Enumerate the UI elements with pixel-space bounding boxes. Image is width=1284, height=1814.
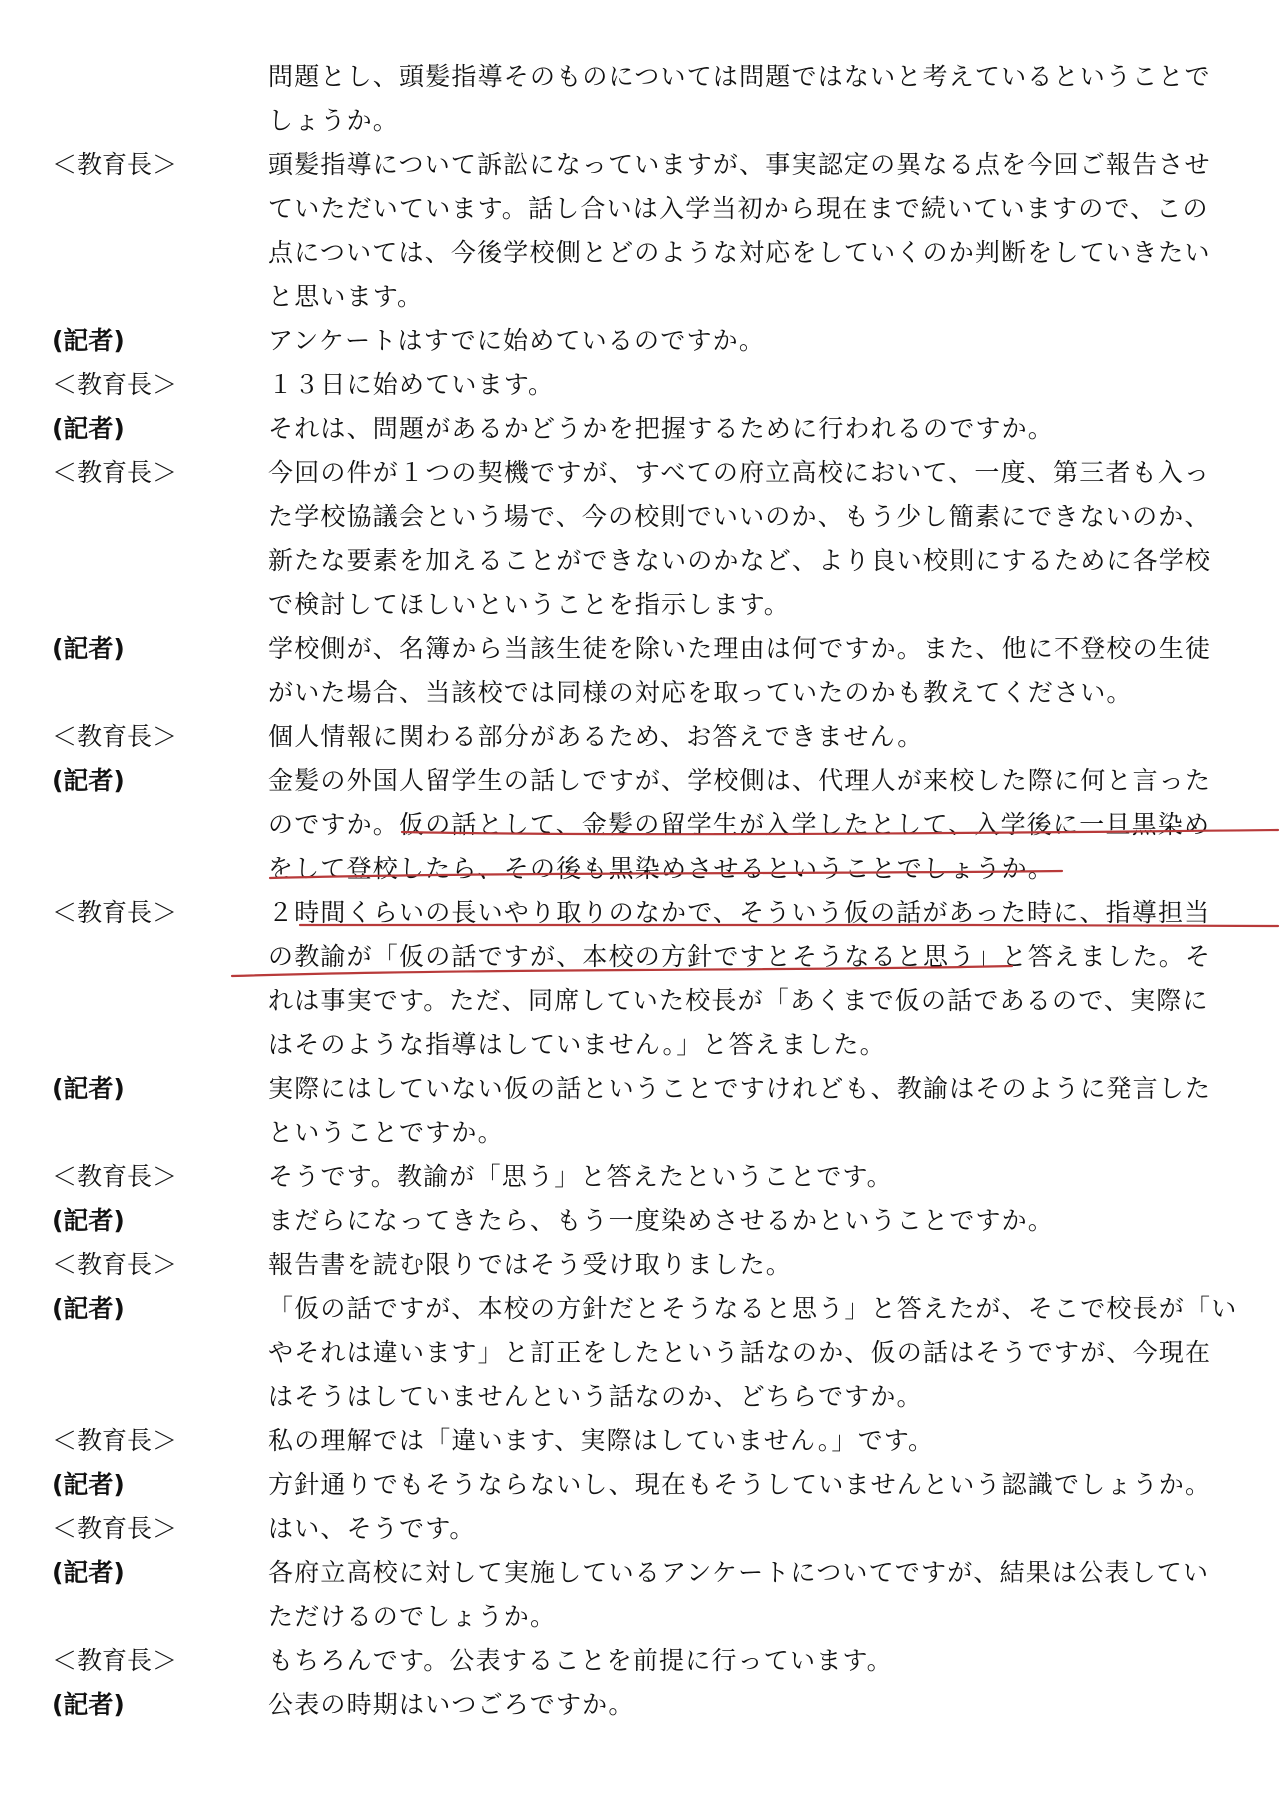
speaker-label: ＜教育長＞ xyxy=(52,1646,178,1675)
speaker-label: (記者) xyxy=(52,1470,125,1499)
statement-text xyxy=(268,1463,1258,1507)
text-line: 方針通りでもそうならないし、現在もそうしていませんという認識でしょうか。 xyxy=(268,1470,1212,1499)
statement-text xyxy=(268,1199,1258,1243)
text-line: 点については、今後学校側とどのような対応をしていくのか判断をしていきたい xyxy=(268,238,1211,267)
statement-text xyxy=(268,891,1258,1067)
statement-text xyxy=(268,407,1258,451)
speaker-label: (記者) xyxy=(52,1294,125,1323)
statement-text xyxy=(268,1419,1258,1463)
statement-text xyxy=(268,1507,1258,1551)
speaker-label: ＜教育長＞ xyxy=(52,370,178,399)
text-line: 各府立高校に対して実施しているアンケートについてですが、結果は公表してい xyxy=(268,1558,1210,1587)
text-line: それは、問題があるかどうかを把握するために行われるのですか。 xyxy=(268,414,1055,443)
text-line: 報告書を読む限りではそう受け取りました。 xyxy=(268,1250,793,1279)
speaker-label: ＜教育長＞ xyxy=(52,1250,178,1279)
speaker-label: (記者) xyxy=(52,1558,125,1587)
text-line: れは事実です。ただ、同席していた校長が「あくまで仮の話であるので、実際に xyxy=(268,986,1209,1015)
text-line: １３日に始めています。 xyxy=(268,370,555,399)
statement-text xyxy=(268,55,1258,143)
text-line: ということですか。 xyxy=(268,1118,504,1147)
text-line: ただけるのでしょうか。 xyxy=(268,1602,557,1631)
text-line: はい、そうです。 xyxy=(268,1514,476,1543)
statement-text xyxy=(268,363,1258,407)
text-line: アンケートはすでに始めているのですか。 xyxy=(268,326,766,355)
text-line: 私の理解では「違います、実際はしていません。」です。 xyxy=(268,1426,935,1455)
speaker-label: ＜教育長＞ xyxy=(52,1514,178,1543)
text-line: もちろんです。公表することを前提に行っています。 xyxy=(268,1646,893,1675)
statement-text xyxy=(268,1067,1258,1155)
text-line: そうです。教諭が「思う」と答えたということです。 xyxy=(268,1162,893,1191)
statement-text xyxy=(268,143,1258,319)
text-line: 公表の時期はいつごろですか。 xyxy=(268,1690,635,1719)
text-line: しょうか。 xyxy=(268,106,400,135)
text-line: た学校協議会という場で、今の校則でいいのか、もう少し簡素にできないのか、 xyxy=(268,502,1211,531)
speaker-label: (記者) xyxy=(52,326,125,355)
statement-text xyxy=(268,451,1258,627)
speaker-label: ＜教育長＞ xyxy=(52,1426,178,1455)
text-line: はそうはしていませんという話なのか、どちらですか。 xyxy=(268,1382,923,1411)
speaker-label: ＜教育長＞ xyxy=(52,150,178,179)
speaker-label: (記者) xyxy=(52,414,125,443)
speaker-label: ＜教育長＞ xyxy=(52,458,178,487)
text-line: がいた場合、当該校では同様の対応を取っていたのかも教えてください。 xyxy=(268,678,1133,707)
speaker-label: (記者) xyxy=(52,1074,125,1103)
text-line: 金髪の外国人留学生の話しですが、学校側は、代理人が来校した際に何と言った xyxy=(268,766,1212,795)
text-line: で検討してほしいということを指示します。 xyxy=(268,590,791,619)
text-line: 「仮の話ですが、本校の方針だとそうなると思う」と答えたが、そこで校長が「い xyxy=(268,1294,1238,1323)
text-line: 実際にはしていない仮の話ということですけれども、教諭はそのように発言した xyxy=(268,1074,1212,1103)
text-line: ていただいています。話し合いは入学当初から現在まで続いていますので、この xyxy=(268,194,1209,223)
text-line: 問題とし、頭髪指導そのものについては問題ではないと考えているということで xyxy=(268,62,1211,91)
text-line: はそのような指導はしていません。」と答えました。 xyxy=(268,1030,886,1059)
speaker-label: ＜教育長＞ xyxy=(52,722,178,751)
speaker-label: (記者) xyxy=(52,634,125,663)
statement-text xyxy=(268,1287,1258,1419)
statement-text xyxy=(268,759,1258,891)
speaker-label: ＜教育長＞ xyxy=(52,1162,178,1191)
speaker-label: (記者) xyxy=(52,1206,125,1235)
statement-text xyxy=(268,1551,1258,1639)
text-line: 個人情報に関わる部分があるため、お答えできません。 xyxy=(268,722,924,751)
statement-text xyxy=(268,1639,1258,1683)
text-line: 新たな要素を加えることができないのかなど、より良い校則にするために各学校 xyxy=(268,546,1212,575)
text-line: やそれは違います」と訂正をしたという話なのか、仮の話はそうですが、今現在 xyxy=(268,1338,1212,1367)
statement-text xyxy=(268,1683,1258,1727)
statement-text xyxy=(268,627,1258,715)
speaker-label: (記者) xyxy=(52,1690,125,1719)
text-line: のですか。仮の話として、金髪の留学生が入学したとして、入学後に一旦黒染め xyxy=(268,810,1211,839)
text-line: 学校側が、名簿から当該生徒を除いた理由は何ですか。また、他に不登校の生徒 xyxy=(268,634,1212,663)
statement-text xyxy=(268,1243,1258,1287)
text-line: をして登校したら、その後も黒染めさせるということでしょうか。 xyxy=(268,854,1055,883)
speaker-label: ＜教育長＞ xyxy=(52,898,178,927)
statement-text xyxy=(268,319,1258,363)
text-line: ２時間くらいの長いやり取りのなかで、そういう仮の話があった時に、指導担当 xyxy=(268,898,1211,927)
text-line: 今回の件が１つの契機ですが、すべての府立高校において、一度、第三者も入っ xyxy=(268,458,1211,487)
statement-text xyxy=(268,1155,1258,1199)
text-line: 頭髪指導について訴訟になっていますが、事実認定の異なる点を今回ご報告させ xyxy=(268,150,1211,179)
text-line: の教諭が「仮の話ですが、本校の方針ですとそうなると思う」と答えました。そ xyxy=(268,942,1212,971)
text-line: と思います。 xyxy=(268,282,424,311)
speaker-label: (記者) xyxy=(52,766,125,795)
statement-text xyxy=(268,715,1258,759)
text-line: まだらになってきたら、もう一度染めさせるかということですか。 xyxy=(268,1206,1055,1235)
